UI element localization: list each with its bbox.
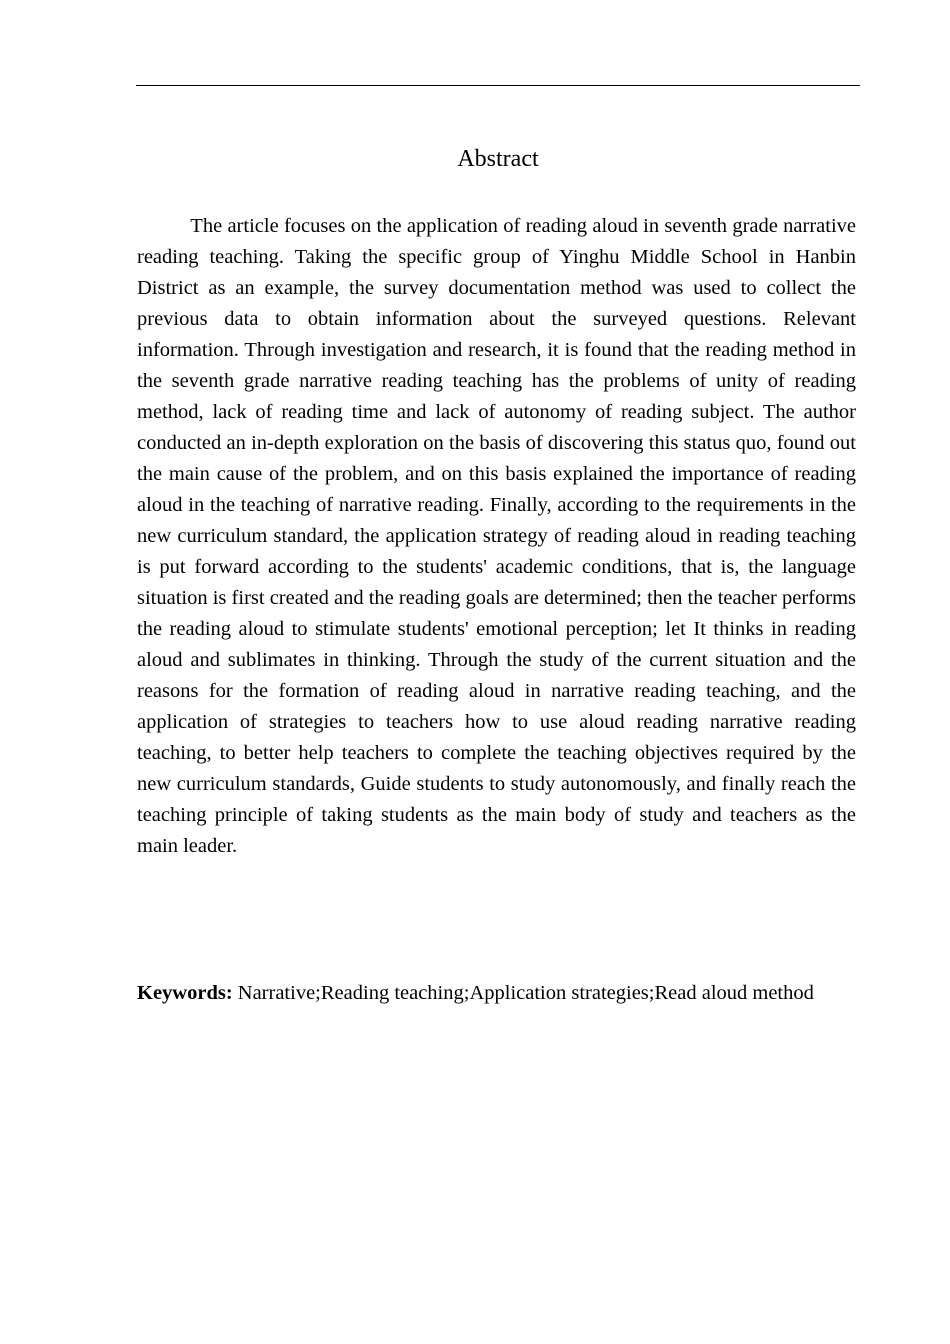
header-rule — [136, 85, 860, 86]
keywords-label: Keywords: — [137, 982, 233, 1004]
keywords-line — [137, 981, 856, 1006]
abstract-title: Abstract — [457, 146, 539, 172]
keywords-value: Narrative;Reading teaching;Application strategies;Read aloud method — [237, 982, 814, 1004]
abstract-body: The article focuses on the application of reading aloud in seventh grade narrative reading teaching. Taking the specific group of Yinghu Middle School in Hanbin District as an example, the survey documentation method was used to collect the previous data to obtain information about the surveyed questions. Relevant information. Through investigation and research, it is found that the reading method in the seventh grade narrative reading teaching has the problems of unity of reading method, lack of reading time and lack of autonomy of reading subject. The author conducted an in-depth exploration on the basis of discovering this status quo, found out the main cause of the problem, and on this basis explained the importance of reading aloud in the teaching of narrative reading. Finally, according to the requirements in the new curriculum standard, the application strategy of reading aloud in reading teaching is put forward according to the students' academic conditions, that is, the language situation is first created and the reading goals are determined; then the teacher performs the reading aloud to stimulate students' emotional perception; let It thinks in reading aloud and sublimates in thinking. Through the study of the current situation and the reasons for the formation of reading aloud in narrative reading teaching, and the application of strategies to teachers how to use aloud reading narrative reading teaching, to better help teachers to complete the teaching objectives required by the new curriculum standards, Guide students to study autonomously, and finally reach the teaching principle of taking students as the main body of study and teachers as the main leader. — [137, 215, 856, 857]
